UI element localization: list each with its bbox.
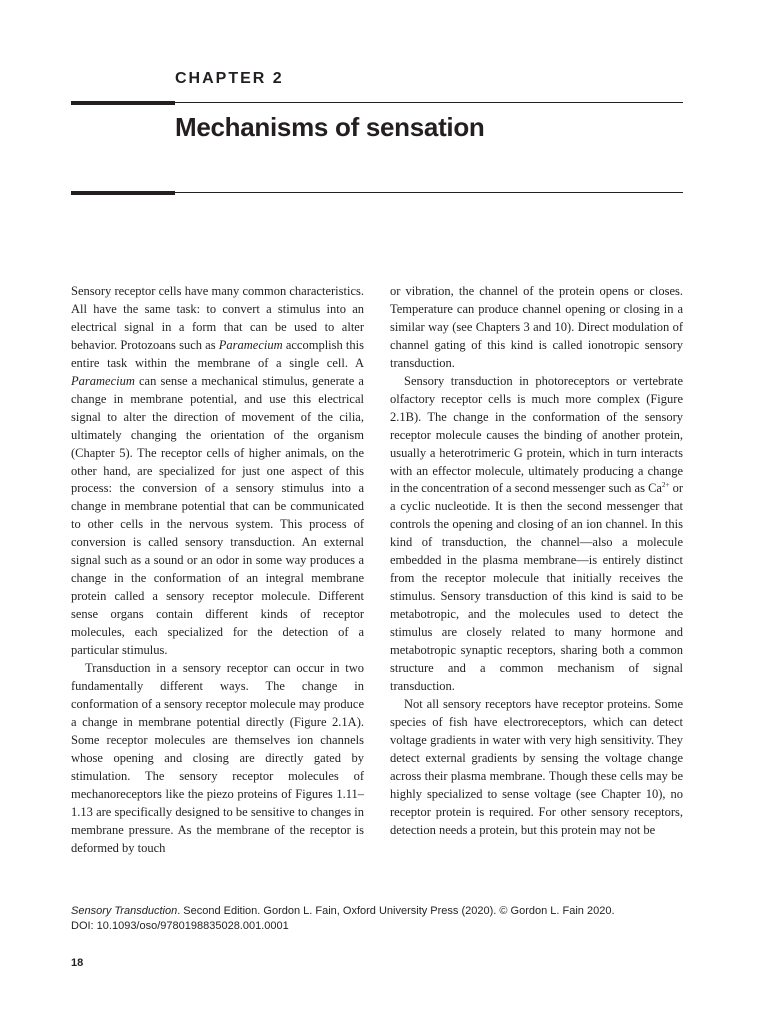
paragraph: Sensory transduction in photoreceptors or vertebrate olfactory receptor cells is much more complex (Figure 2.1B). The change in the conformation of the sensory receptor molecule causes the binding of another protein, usually a heterotrimeric G protein, which in turn interacts with an effector molecule, ultimately producing a change in the concentration of a second messenger such as $Ca^{2+}$ or a cyclic nucleotide. It is then the second messenger that controls the opening and closing of an ion channel. In this kind of transduction, the channel—also a molecule embedded in the plasma membrane—is entirely distinct from the receptor molecule that initially receives the stimulus. Sensory transduction of this kind is said to be metabotropic, and the molecules used to detect the stimulus are closely related to many hormone and metabotropic synaptic receptors, sharing both a common structure and a common mechanism of signal transduction. xyxy=(390,373,683,693)
citation-footer xyxy=(71,904,615,934)
chapter-title: Mechanisms of sensation xyxy=(175,112,485,142)
paragraph: Transduction in a sensory receptor can occur in two fundamentally different ways. The change in conformation of a sensory receptor molecule may produce a change in membrane potential directly (Figure 2.1A). Some receptor molecules are themselves ion channels whose opening and closing are directly gated by stimulation. The sensory receptor molecules of mechanoreceptors like the piezo proteins of Figures 1.11–1.13 are specifically designed to be sensitive to changes in membrane pressure. As the membrane of the receptor is deformed by touch xyxy=(71,661,364,855)
paragraph: Not all sensory receptors have receptor proteins. Some species of fish have electroreceptors, which can detect voltage gradients in water with very high sensitivity. They detect external gradients by sensing the voltage change across their plasma membrane. Though these cells may be highly specialized to sense voltage (see Chapter 10), no receptor protein is required. For other sensory receptors, detection needs a protein, but this protein may not be xyxy=(390,696,683,837)
paragraph: Sensory receptor cells have many common characteristics. All have the same task: to convert a stimulus into an electrical signal in a form that can be used to alter behavior. Protozoans such as Paramecium accomplish this entire task within the membrane of a single cell. A Paramecium can sense a mechanical stimulus, generate a change in membrane potential, and use this electrical signal to alter the direction of movement of the cilia, ultimately changing the orientation of the organism (Chapter 5). The receptor cells of higher animals, on the other hand, are specialized for just one aspect of this process: the conversion of a sensory stimulus into a change in membrane potential that can be communicated to other cells in the nervous system. This process of conversion is called sensory transduction. An external signal such as a sound or an odor in some way produces a change in the conformation of an integral membrane protein called a sensory receptor molecule. Different sense organs contain different kinds of receptor molecules, each specialized for the detection of a particular stimulus. xyxy=(71,284,364,658)
header-rule-thick-top xyxy=(71,101,175,105)
book-title: Sensory Transduction xyxy=(71,905,178,917)
paragraph: or vibration, the channel of the protein opens or closes. Temperature can produce channel opening or closing in a similar way (see Chapters 3 and 10). Direct modulation of channel gating of this kind is called ionotropic sensory transduction. xyxy=(390,284,683,370)
header-rule-thick-bottom xyxy=(71,191,175,195)
body-column-right xyxy=(390,283,683,840)
body-column-left xyxy=(71,283,364,858)
species-name: Paramecium xyxy=(218,337,283,352)
citation-line: Sensory Transduction. Second Edition. Gordon L. Fain, Oxford University Press (2020). © Gordon L. Fain 2020. xyxy=(71,905,615,917)
species-name: Paramecium xyxy=(71,373,135,388)
header-rule-thin-bottom xyxy=(175,192,683,193)
header-rule-thin-top xyxy=(175,102,683,103)
chapter-label: CHAPTER 2 xyxy=(175,70,284,87)
doi-line: DOI: 10.1093/oso/9780198835028.001.0001 xyxy=(71,920,289,932)
page-number: 18 xyxy=(71,957,84,969)
superscript: 2+ xyxy=(661,481,670,490)
